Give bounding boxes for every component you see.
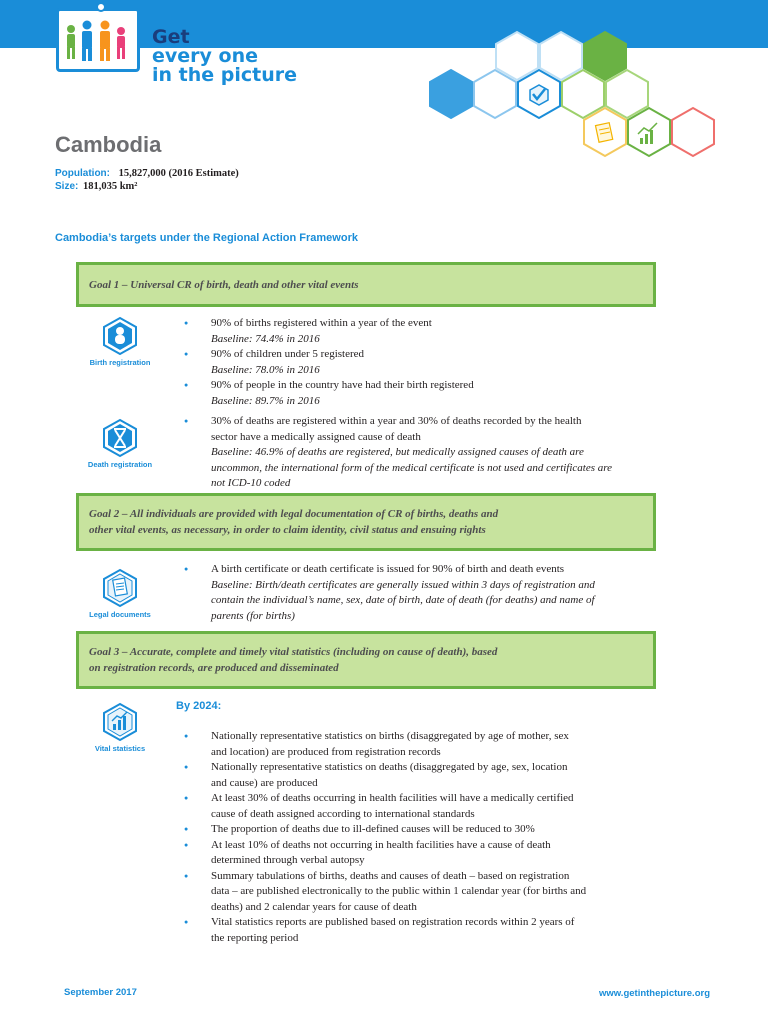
list-item bbox=[184, 915, 684, 946]
legal-documents-badge bbox=[84, 568, 156, 619]
baby-icon bbox=[100, 316, 140, 356]
logo-frame bbox=[56, 8, 140, 72]
target-text: cause of death assigned according to international standards bbox=[211, 807, 475, 820]
baseline-text: Baseline: 78.0% in 2016 bbox=[211, 363, 320, 376]
goal-3-title-line-1: Goal 3 – Accurate, complete and timely vital statistics (including on cause of death), based bbox=[89, 646, 498, 658]
target-text: 90% of people in the country have had their birth registered bbox=[211, 379, 474, 391]
logo-line-2: every one bbox=[152, 45, 258, 67]
goal-2-title-line-2: other vital events, as necessary, in order to claim identity, civil status and ensuing rights bbox=[89, 524, 486, 536]
goal-1-banner bbox=[76, 262, 656, 307]
target-year-label: By 2024: bbox=[176, 700, 222, 712]
size-label: Size: bbox=[55, 181, 79, 192]
baseline-text: Baseline: 46.9% of deaths are registered, but medically assigned causes of death are bbox=[211, 446, 584, 458]
baseline-text: parents (for births) bbox=[211, 609, 295, 622]
hexagon-decoration bbox=[400, 30, 768, 180]
list-item bbox=[184, 791, 684, 822]
size-line bbox=[55, 181, 137, 192]
vital-statistics-label: Vital statistics bbox=[94, 744, 146, 753]
list-item bbox=[184, 822, 684, 838]
target-text: determined through verbal autopsy bbox=[211, 854, 365, 866]
baseline-text: not ICD-10 coded bbox=[211, 477, 291, 489]
logo-wordmark bbox=[152, 28, 297, 85]
target-text: deaths) and 2 calendar years for cause of death bbox=[211, 900, 417, 913]
population-line bbox=[55, 168, 239, 179]
family-icon bbox=[59, 11, 137, 69]
list-item bbox=[184, 347, 684, 378]
target-text: ● At least 10% of deaths not occurring in health facilities have a cause of death bbox=[211, 838, 551, 851]
list-item bbox=[184, 760, 684, 791]
population-value: 15,827,000 (2016 Estimate) bbox=[118, 168, 239, 179]
check-people-icon bbox=[530, 85, 548, 105]
logo-line-3: in the picture bbox=[152, 64, 298, 86]
target-text: ● Nationally representative statistics on deaths (disaggregated by age, sex, location bbox=[211, 761, 568, 773]
goal-3-banner bbox=[76, 631, 656, 689]
goal-1-title: Goal 1 – Universal CR of birth, death and other vital events bbox=[89, 278, 359, 291]
footer-date: September 2017 bbox=[64, 987, 137, 998]
list-item bbox=[184, 414, 684, 492]
target-text: ● The proportion of deaths due to ill-defined causes will be reduced to 30% bbox=[211, 823, 535, 835]
target-text: and location) are produced from registration records bbox=[211, 745, 441, 758]
list-item bbox=[184, 378, 684, 409]
death-registration-label: Death registration bbox=[87, 460, 153, 469]
baseline-text: contain the individual’s name, sex, date of birth, date of death (for deaths) and name of bbox=[211, 594, 595, 606]
goal-2-banner bbox=[76, 493, 656, 551]
hourglass-icon bbox=[100, 418, 140, 458]
legal-documents-label: Legal documents bbox=[89, 610, 151, 619]
target-text: ● A birth certificate or death certificate is issued for 90% of birth and death events bbox=[211, 563, 565, 575]
logo-line-1: Get bbox=[152, 26, 190, 48]
vital-statistics-list bbox=[184, 729, 684, 946]
logo-pin-icon bbox=[96, 2, 106, 12]
goal-3-title-line-2: on registration records, are produced and disseminated bbox=[89, 662, 339, 674]
baseline-text: uncommon, the international form of the medical certificate is not used and certificates are bbox=[211, 461, 613, 474]
death-registration-badge bbox=[84, 418, 156, 469]
target-text: ● 30% of deaths are registered within a year and 30% of deaths recorded by the health bbox=[211, 415, 582, 427]
target-text: ● Vital statistics reports are published based on registration records within 2 years of bbox=[211, 916, 575, 928]
section-title: Cambodia’s targets under the Regional Action Framework bbox=[55, 232, 358, 244]
target-text: 90% of children under 5 registered bbox=[211, 348, 365, 360]
certificate-icon bbox=[100, 568, 140, 608]
document-icon bbox=[595, 123, 612, 143]
target-text: ● Nationally representative statistics on births (disaggregated by age of mother, sex bbox=[211, 730, 569, 742]
page-title: Cambodia bbox=[55, 132, 162, 157]
baseline-text: Baseline: 89.7% in 2016 bbox=[211, 394, 320, 407]
baseline-text: Baseline: 74.4% in 2016 bbox=[211, 332, 320, 345]
list-item bbox=[184, 316, 684, 347]
goal-2-title-line-1: Goal 2 – All individuals are provided with legal documentation of CR of births, deaths and bbox=[89, 508, 499, 520]
target-text: and cause) are produced bbox=[211, 776, 318, 789]
baseline-text: Baseline: Birth/death certificates are generally issued within 3 days of registration and bbox=[211, 578, 595, 591]
vital-statistics-badge bbox=[84, 702, 156, 753]
size-value: 181,035 km² bbox=[82, 181, 138, 192]
target-text: data – are published electronically to the public within 1 calendar year (for births and bbox=[211, 885, 587, 897]
list-item bbox=[184, 838, 684, 869]
target-text: 90% of births registered within a year of the event bbox=[211, 317, 432, 329]
bar-chart-icon bbox=[100, 702, 140, 742]
target-text: sector have a medically assigned cause of death bbox=[211, 430, 421, 443]
death-registration-list bbox=[184, 414, 684, 492]
target-text: the reporting period bbox=[211, 931, 299, 944]
birth-registration-badge bbox=[84, 316, 156, 367]
birth-registration-list bbox=[184, 316, 684, 409]
population-label: Population: bbox=[55, 168, 110, 179]
birth-registration-label: Birth registration bbox=[89, 358, 151, 367]
footer-url-link[interactable]: www.getinthepicture.org bbox=[598, 988, 710, 999]
list-item bbox=[184, 562, 684, 624]
target-text: ● At least 30% of deaths occurring in health facilities will have a medically certified bbox=[211, 792, 574, 804]
list-item bbox=[184, 869, 684, 916]
legal-documents-list bbox=[184, 562, 684, 624]
list-item bbox=[184, 729, 684, 760]
target-text: ● Summary tabulations of births, deaths and causes of death – based on registration bbox=[211, 869, 570, 882]
